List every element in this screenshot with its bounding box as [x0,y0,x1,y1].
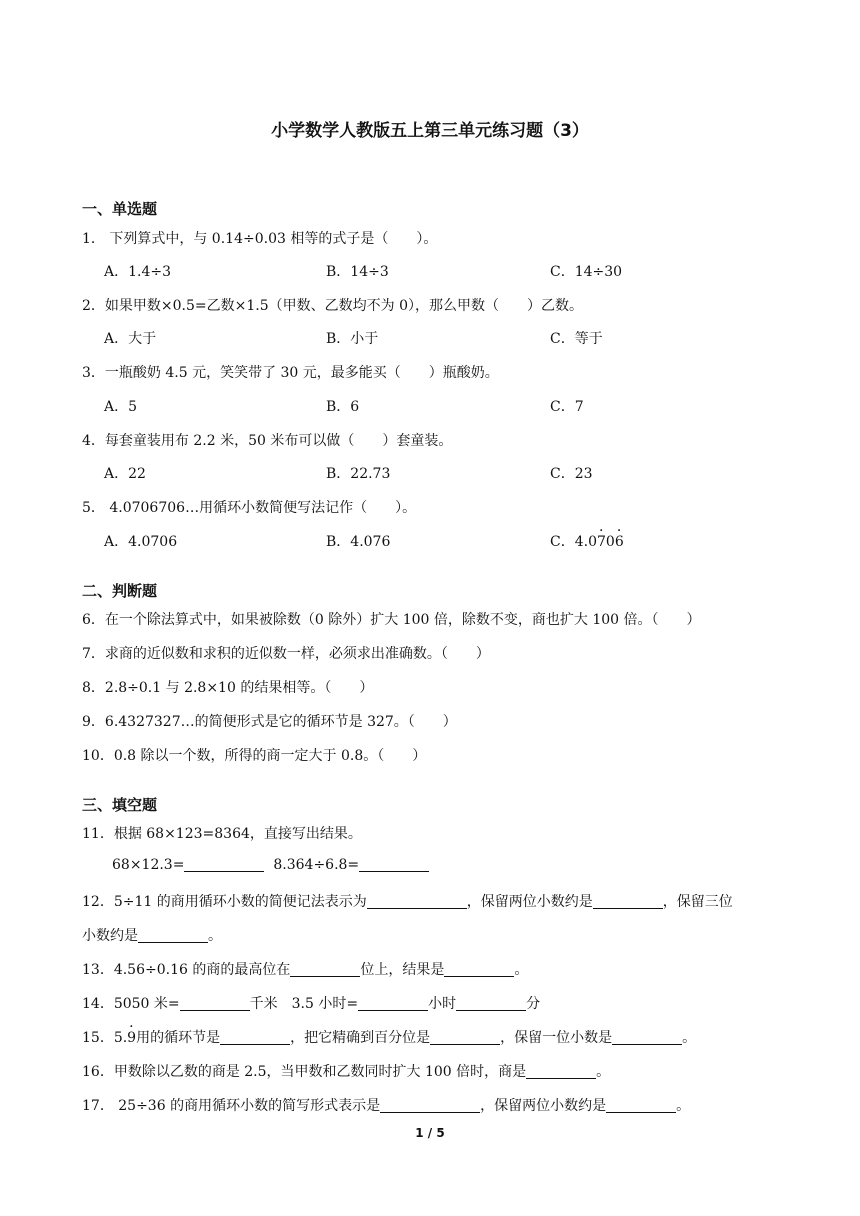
answer-blank[interactable] [180,996,250,1011]
question-4: 4．每套童装用布 2.2 米，50 米布可以做（ ）套童装。 [82,433,453,449]
question-11: 11．根据 68×123=8364，直接写出结果。 [82,826,362,842]
question-11-items: 68×12.3= 8.364÷6.8= [112,857,429,873]
question-1: 1． 下列算式中，与 0.14÷0.03 相等的式子是（ ）。 [82,231,438,247]
q4-option-a: A．22 [104,466,146,482]
q2-option-c: C．等于 [550,331,603,347]
answer-blank[interactable] [359,857,429,872]
q4-option-c: C．23 [550,466,593,482]
answer-blank[interactable] [430,1030,500,1045]
section-heading-true-false: 二、判断题 [82,582,158,600]
q4-option-b: B．22.73 [326,466,391,482]
q3-option-c: C．7 [550,399,584,415]
question-2: 2．如果甲数×0.5=乙数×1.5（甲数、乙数均不为 0），那么甲数（ ）乙数。 [82,298,583,314]
question-10: 10．0.8 除以一个数，所得的商一定大于 0.8。（ ） [82,748,427,764]
answer-blank[interactable] [456,996,526,1011]
q1-option-b: B．14÷3 [326,264,389,280]
question-8: 8．2.8÷0.1 与 2.8×10 的结果相等。（ ） [82,680,374,696]
section-heading-single-choice: 一、单选题 [82,200,158,218]
question-7: 7．求商的近似数和求积的近似数一样，必须求出准确数。（ ） [82,646,490,662]
question-17: 17． 25÷36 的商用循环小数的简写形式表示是 ，保留两位小数约是 。 [82,1098,691,1114]
answer-blank[interactable] [526,1064,596,1079]
question-13: 13．4.56÷0.16 的商的最高位在 位上，结果是 。 [82,962,529,978]
section-heading-fill-in: 三、填空题 [82,796,158,814]
question-5: 5． 4.0706706…用循环小数简便写法记作（ ）。 [82,500,417,516]
q5-option-c: C．4.0· 70· 6 [550,531,624,551]
answer-blank[interactable] [380,1098,480,1113]
answer-blank[interactable] [220,1030,290,1045]
question-16: 16．甲数除以乙数的商是 2.5，当甲数和乙数同时扩大 100 倍时，商是 。 [82,1064,611,1080]
page-number: 1 / 5 [415,1126,445,1140]
answer-blank[interactable] [444,962,514,977]
answer-blank[interactable] [358,996,428,1011]
q1-option-a: A．1.4÷3 [104,264,172,280]
q3-option-b: B．6 [326,399,360,415]
question-12: 12．5÷11 的商用循环小数的简便记法表示为 ，保留两位小数约是 ，保留三位 [82,894,733,910]
q2-option-b: B．小于 [326,331,379,347]
q5-option-a: A．4.0706 [104,534,178,550]
answer-blank[interactable] [138,928,208,943]
repeating-digit-end: · 6 [615,534,624,550]
answer-blank[interactable] [606,1098,676,1113]
question-12-cont: 小数约是 。 [82,928,222,944]
q1-option-c: C．14÷30 [550,264,623,280]
answer-blank[interactable] [612,1030,682,1045]
question-14: 14．5050 米= 千米 3.5 小时= 小时 分 [82,996,541,1012]
question-15: 15．5.· 9用的循环节是 ，把它精确到百分位是 ，保留一位小数是 。 [82,1027,696,1047]
repeating-digit-start: · 7 [597,534,606,550]
q5-option-b: B．4.076 [326,534,391,550]
question-9: 9．6.4327327…的简便形式是它的循环节是 327。（ ） [82,714,457,730]
question-6: 6．在一个除法算式中，如果被除数（0 除外）扩大 100 倍，除数不变，商也扩大 100 倍。（ ） [82,612,701,628]
answer-blank[interactable] [367,894,467,909]
question-3: 3．一瓶酸奶 4.5 元，笑笑带了 30 元，最多能买（ ）瓶酸奶。 [82,365,499,381]
q3-option-a: A．5 [104,399,138,415]
page-title: 小学数学人教版五上第三单元练习题（3） [271,121,589,141]
repeating-digit: · 9 [127,1030,136,1046]
q2-option-a: A．大于 [104,331,157,347]
answer-blank[interactable] [290,962,360,977]
answer-blank[interactable] [593,894,663,909]
answer-blank[interactable] [184,857,264,872]
